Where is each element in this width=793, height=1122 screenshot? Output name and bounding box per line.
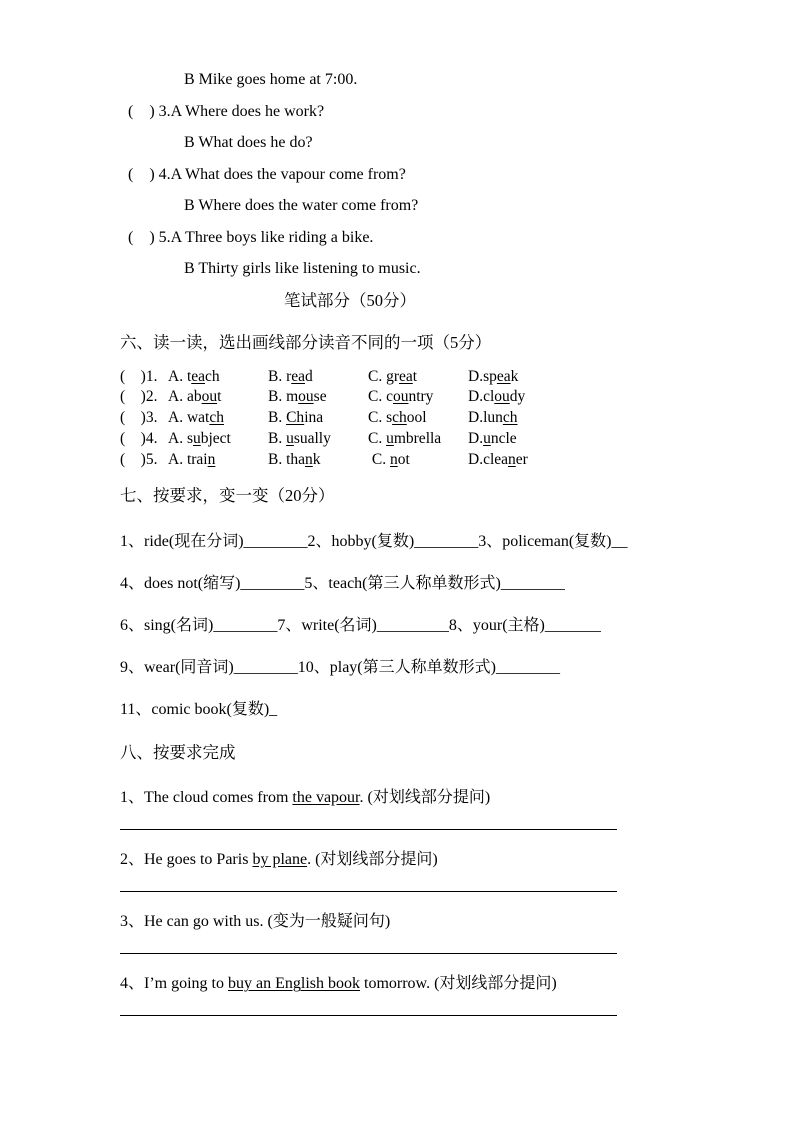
section-eight (120, 737, 733, 1016)
answer-line (120, 891, 617, 892)
phonics-option-d: D.uncle (468, 429, 517, 447)
phonics-row (120, 367, 733, 388)
listening-line: ( ) 3.A Where does he work? (128, 102, 325, 120)
phonics-option-d: D.speak (468, 367, 519, 385)
phonics-row (120, 387, 733, 408)
phonics-option-d: D.cloudy (468, 388, 526, 406)
phonics-option-c: C. country (368, 388, 434, 406)
transform-line: 1、ride(现在分词)________2、hobby(复数)________3、policeman(复数)__ (120, 533, 628, 551)
section-seven (120, 480, 733, 721)
phonics-table (120, 367, 733, 471)
rewrite-question: 4、I’m going to buy an English book tomorrow. (对划线部分提问) (120, 975, 557, 993)
phonics-option-a: A. train (168, 450, 216, 468)
rewrite-item (120, 973, 733, 1016)
section-six (120, 327, 733, 471)
phonics-option-d: D.cleaner (468, 450, 528, 468)
phonics-row (120, 450, 733, 471)
listening-section (120, 64, 733, 285)
rewrite-question: 2、He goes to Paris by plane. (对划线部分提问) (120, 851, 438, 869)
phonics-option-b: B. mouse (268, 388, 327, 406)
phonics-row-number: ( )4. (120, 429, 158, 447)
phonics-option-a: A. subject (168, 429, 231, 447)
listening-line: ( ) 5.A Three boys like riding a bike. (128, 228, 374, 246)
rewrite-item (120, 849, 733, 892)
phonics-row-number: ( )1. (120, 367, 158, 385)
phonics-option-d: D.lunch (468, 409, 518, 427)
answer-line (120, 953, 617, 954)
phonics-row (120, 429, 733, 450)
phonics-option-a: A. teach (168, 367, 220, 385)
answer-line (120, 1015, 617, 1016)
transform-line: 4、does not(缩写)________5、teach(第三人称单数形式)________ (120, 575, 565, 593)
phonics-option-a: A. about (168, 388, 222, 406)
phonics-option-c: C. school (368, 409, 427, 427)
section-six-heading: 六、读一读，选出画线部分读音不同的一项（5分） (120, 332, 492, 352)
listening-line: B Mike goes home at 7:00. (184, 71, 358, 88)
transform-line: 9、wear(同音词)________10、play(第三人称单数形式)________ (120, 659, 560, 677)
phonics-row (120, 408, 733, 429)
phonics-option-a: A. watch (168, 409, 224, 427)
section-eight-heading: 八、按要求完成 (120, 743, 236, 763)
phonics-row-number: ( )2. (120, 388, 158, 406)
phonics-option-c: C. great (368, 367, 418, 385)
listening-line: ( ) 4.A What does the vapour come from? (128, 165, 406, 183)
phonics-option-c: C. umbrella (368, 429, 442, 447)
rewrite-item (120, 787, 733, 830)
listening-line: B Thirty girls like listening to music. (184, 260, 421, 277)
phonics-option-b: B. usually (268, 429, 331, 447)
phonics-row-number: ( )5. (120, 450, 158, 468)
phonics-option-b: B. read (268, 367, 313, 385)
rewrite-question: 3、He can go with us. (变为一般疑问句) (120, 913, 391, 931)
rewrite-item (120, 911, 733, 954)
listening-line: B Where does the water come from? (184, 197, 419, 214)
listening-line: B What does he do? (184, 134, 313, 151)
written-part-heading: 笔试部分（50分） (284, 290, 416, 310)
transform-line: 6、sing(名词)________7、write(名词)_________8、your(主格)_______ (120, 617, 601, 635)
phonics-row-number: ( )3. (120, 409, 158, 427)
answer-line (120, 829, 617, 830)
section-seven-heading: 七、按要求，变一变（20分） (120, 486, 335, 506)
rewrite-question: 1、The cloud comes from the vapour. (对划线部分提问) (120, 789, 491, 807)
transform-line: 11、comic book(复数)_ (120, 701, 278, 719)
phonics-option-b: B. thank (268, 450, 321, 468)
phonics-option-c: C. not (368, 450, 410, 468)
phonics-option-b: B. China (268, 409, 324, 427)
